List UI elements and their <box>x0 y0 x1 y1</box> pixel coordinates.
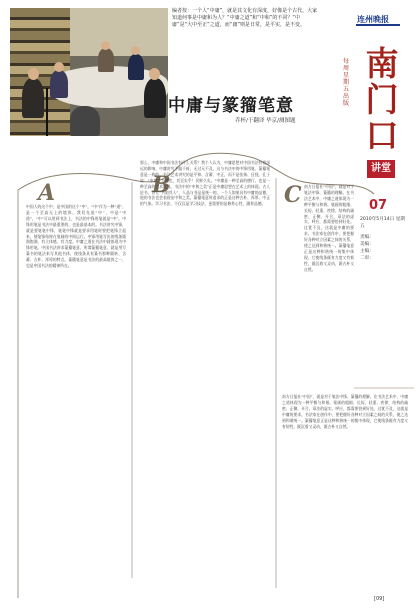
page-number: [09] <box>374 596 385 602</box>
article-body <box>14 138 414 608</box>
dropcap-b: B <box>152 172 171 198</box>
date-line: 2010年5月14日 星期五 <box>360 217 405 229</box>
editor-line: 二审： <box>360 256 374 261</box>
column-c: 南方日报社“中国”，就是对于笔法中锋、篆籀的理解。在书法艺术中，中庸之道体现为一种平衡与和谐。笔画的粗细、长短、轻重、疾徐，结构的疏密、正侧、开合，章法的虚实、呼应，都需要恰到好处。过犹不及，这就是中庸的要求。书法家在创作中，要把握好各种对立因素之间的关系，使之达到和谐统一。篆籀笔意正是这种和谐统一的集中体现，它使线条既有力度又有韧性，既沉着又灵动，既古朴又自然。 <box>304 184 354 272</box>
intro-paragraph: 编者按：一个人“中庸”，就是其文化有深度，好像是个古代。大家知道何事是中庸和为人？“中庸之道”和“中和”的不同？“中庸”是“大中至正”之道，而“庸”则是日常，是平实，是不变。 <box>172 8 318 29</box>
issue-number: 07 <box>369 198 388 213</box>
dropcap-a: A <box>38 180 56 206</box>
author-line: 乔杯/于翻译 毕京/测图题 <box>235 118 296 124</box>
column-a: 中国人的这个中，是中国的这个“中”，“中”作为一种“道”，是一个至高无上的境界。我们先说“中”，中是“中道”，“中”可以用到书法上，书法的中锋用笔就是“中”。中锋用笔是书法中最重要的，也是最基本的。书法讲究中锋，就是要笔笔中锋，笔笔中锋就是要求用笔时要把笔锋立起来，使笔锋始终在笔画的中间运行。中锋用笔写出的线条圆润饱满，有立体感，有力度。中庸之道在书法中就体现为中锋用笔。中国书法讲求篆籀笔意，所谓篆籀笔意，就是用写篆书的笔法来写其他书体，使线条具有篆书那种圆转、含蓄、古朴、浑厚的特点。篆籀笔意是书法的最高境界之一，也是中国书法的精神所在。 <box>26 204 126 269</box>
meeting-photo <box>10 8 168 136</box>
column-c-cont: 南方日报社“中国”，就是对于笔法中锋、篆籀的理解。在书法艺术中，中庸之道体现为一种平衡与和谐。笔画的粗细、长短、轻重、疾徐，结构的疏密、正侧、开合，章法的虚实、呼应，都需要恰到好处。过犹不及，这就是中庸的要求。书法家在创作中，要把握好各种对立因素之间的关系，使之达到和谐统一。篆籀笔意正是这种和谐统一的集中体现，它使线条既有力度又有韧性，既沉着又灵动，既古朴又自然。 <box>282 394 408 429</box>
article-headline: 中庸与篆籀笔意 <box>168 96 294 116</box>
logo-rule <box>356 24 400 26</box>
editor-line: 主编： <box>360 249 374 254</box>
section-title: 南门口 <box>365 44 399 155</box>
editor-line: 责编： <box>360 235 374 240</box>
editor-line: 美编： <box>360 242 374 247</box>
section-subtitle: 讲堂 <box>367 160 395 178</box>
publication-schedule: 每周星期五出版 <box>343 58 350 107</box>
newspaper-logo: 连州晚报 <box>357 15 389 24</box>
dropcap-c: C <box>284 182 302 208</box>
column-b: 那么，中庸和中国书法有什么关系？我个人认为，中庸思想对中国书法有着深远的影响。中庸讲究不偏不倚，无过无不及，这与书法中的中锋用笔、篆籀笔意是一致的。书法艺术讲究的是平和、含蓄、中正，而不是张扬、狂怪。孔子说：“中庸之为德也，其至矣乎！民鲜久矣。”中庸是一种至高的德行，也是一种至高的艺术境界。书法中的“中和之美”正是中庸思想在艺术上的体现。古人论书，讲究“书如其人”，人品与书品是统一的。一个人如果具有中庸的品德，他的书法也会表现出中和之美。篆籀笔意所追求的正是这种古朴、浑厚、中正的气象。学习书法，不仅仅是学习技法，更重要的是修养心性，涵养品德。 <box>140 160 270 207</box>
